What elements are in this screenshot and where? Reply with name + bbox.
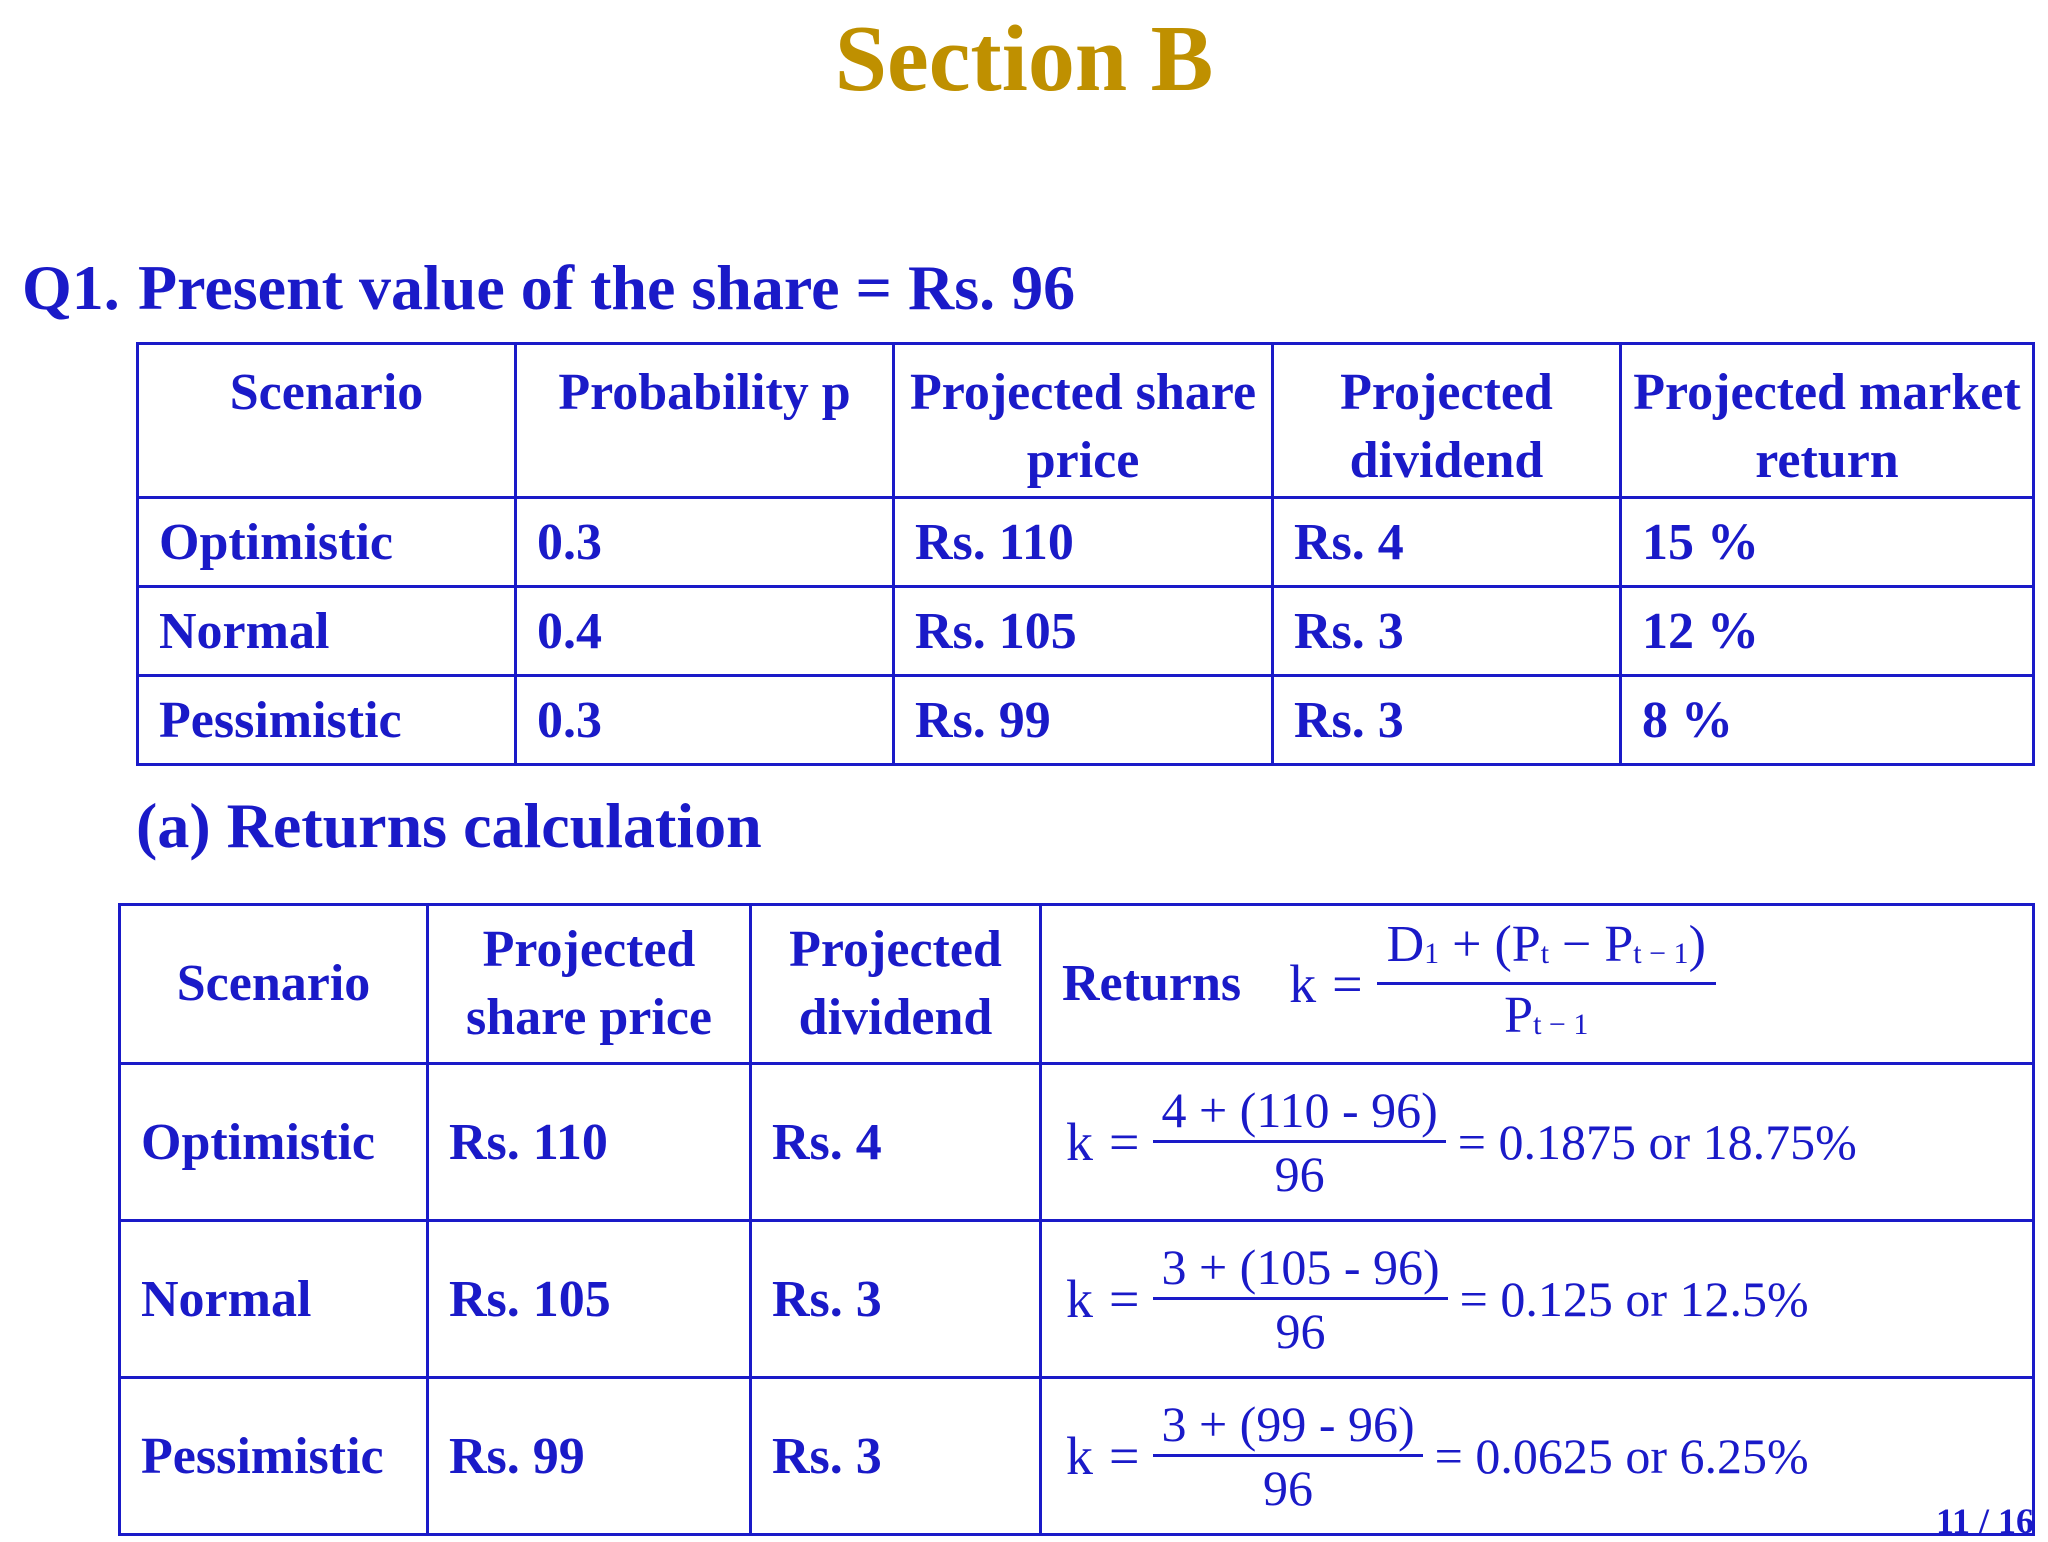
cell-market-return: 15 % (1621, 498, 2034, 587)
returns-table (118, 903, 2035, 1536)
cell-returns-calculation (1041, 1064, 2034, 1221)
table-row (138, 587, 2034, 676)
cell-probability: 0.4 (516, 587, 894, 676)
cell-dividend: Rs. 4 (751, 1064, 1041, 1221)
calc-result: = 0.0625 or 6.25% (1434, 1428, 1809, 1484)
formula-equals: = (1332, 954, 1363, 1014)
calc-numerator: 4 + (110 - 96) (1153, 1080, 1445, 1143)
cell-probability: 0.3 (516, 498, 894, 587)
header-probability: Probability p (516, 344, 894, 498)
table-header-row (120, 905, 2034, 1064)
calc-formula (1066, 1394, 1809, 1519)
table-header-row (138, 344, 2034, 498)
cell-scenario: Normal (138, 587, 516, 676)
calc-denominator: 96 (1275, 1302, 1326, 1359)
returns-label: Returns (1062, 955, 1242, 1012)
cell-scenario: Optimistic (120, 1064, 428, 1221)
slide-title: Section B (834, 7, 1214, 111)
cell-dividend: Rs. 3 (1273, 587, 1621, 676)
returns-formula (1062, 915, 1728, 1054)
header-dividend: Projected dividend (751, 905, 1041, 1064)
cell-share-price: Rs. 110 (428, 1064, 751, 1221)
header-market-return: Projected market return (1621, 344, 2034, 498)
calc-formula (1066, 1080, 1857, 1205)
calc-equals: = (1109, 1112, 1140, 1172)
calc-result: = 0.125 or 12.5% (1459, 1271, 1809, 1327)
cell-share-price: Rs. 110 (894, 498, 1273, 587)
header-returns (1041, 905, 2034, 1064)
calc-numerator: 3 + (105 - 96) (1153, 1237, 1447, 1300)
question-heading (22, 248, 1075, 328)
header-dividend: Projected dividend (1273, 344, 1621, 498)
cell-returns-calculation (1041, 1378, 2034, 1535)
table-row (138, 498, 2034, 587)
calc-denominator: 96 (1274, 1145, 1325, 1202)
calc-result: = 0.1875 or 18.75% (1457, 1114, 1857, 1170)
cell-share-price: Rs. 105 (428, 1221, 751, 1378)
calc-equals: = (1109, 1269, 1140, 1329)
cell-scenario: Pessimistic (120, 1378, 428, 1535)
table-row (120, 1378, 2034, 1535)
cell-dividend: Rs. 4 (1273, 498, 1621, 587)
header-share-price: Projected share price (428, 905, 751, 1064)
formula-k: k (1289, 954, 1317, 1014)
table-row (138, 676, 2034, 765)
cell-market-return: 12 % (1621, 587, 2034, 676)
cell-scenario: Optimistic (138, 498, 516, 587)
question-text: Present value of the share = Rs. 96 (138, 252, 1076, 323)
cell-share-price: Rs. 99 (894, 676, 1273, 765)
table-row (120, 1221, 2034, 1378)
cell-share-price: Rs. 99 (428, 1378, 751, 1535)
formula-denominator: $P_{t - 1}$ (1504, 986, 1589, 1044)
calc-formula (1066, 1237, 1809, 1362)
formula-numerator: $D_1 + (P_t - P_{t - 1})$ (1377, 915, 1716, 985)
cell-scenario: Normal (120, 1221, 428, 1378)
section-subheading: (a) Returns calculation (136, 790, 762, 861)
cell-market-return: 8 % (1621, 676, 2034, 765)
calc-fraction (1153, 1237, 1447, 1362)
scenario-table (136, 342, 2035, 766)
header-scenario: Scenario (120, 905, 428, 1064)
cell-share-price: Rs. 105 (894, 587, 1273, 676)
header-share-price: Projected share price (894, 344, 1273, 498)
calc-fraction (1153, 1394, 1422, 1519)
calc-k: k (1066, 1112, 1093, 1172)
cell-dividend: Rs. 3 (751, 1378, 1041, 1535)
cell-scenario: Pessimistic (138, 676, 516, 765)
cell-dividend: Rs. 3 (1273, 676, 1621, 765)
calc-numerator: 3 + (99 - 96) (1153, 1394, 1422, 1457)
header-scenario: Scenario (138, 344, 516, 498)
calc-k: k (1066, 1269, 1093, 1329)
formula-fraction (1377, 915, 1716, 1054)
cell-dividend: Rs. 3 (751, 1221, 1041, 1378)
calc-equals: = (1109, 1426, 1140, 1486)
cell-returns-calculation (1041, 1221, 2034, 1378)
table-row (120, 1064, 2034, 1221)
question-number: Q1. (22, 252, 120, 323)
page-number: 11 / 16 (1935, 1501, 2034, 1541)
calc-fraction (1153, 1080, 1445, 1205)
cell-probability: 0.3 (516, 676, 894, 765)
calc-denominator: 96 (1263, 1459, 1314, 1516)
calc-k: k (1066, 1426, 1093, 1486)
